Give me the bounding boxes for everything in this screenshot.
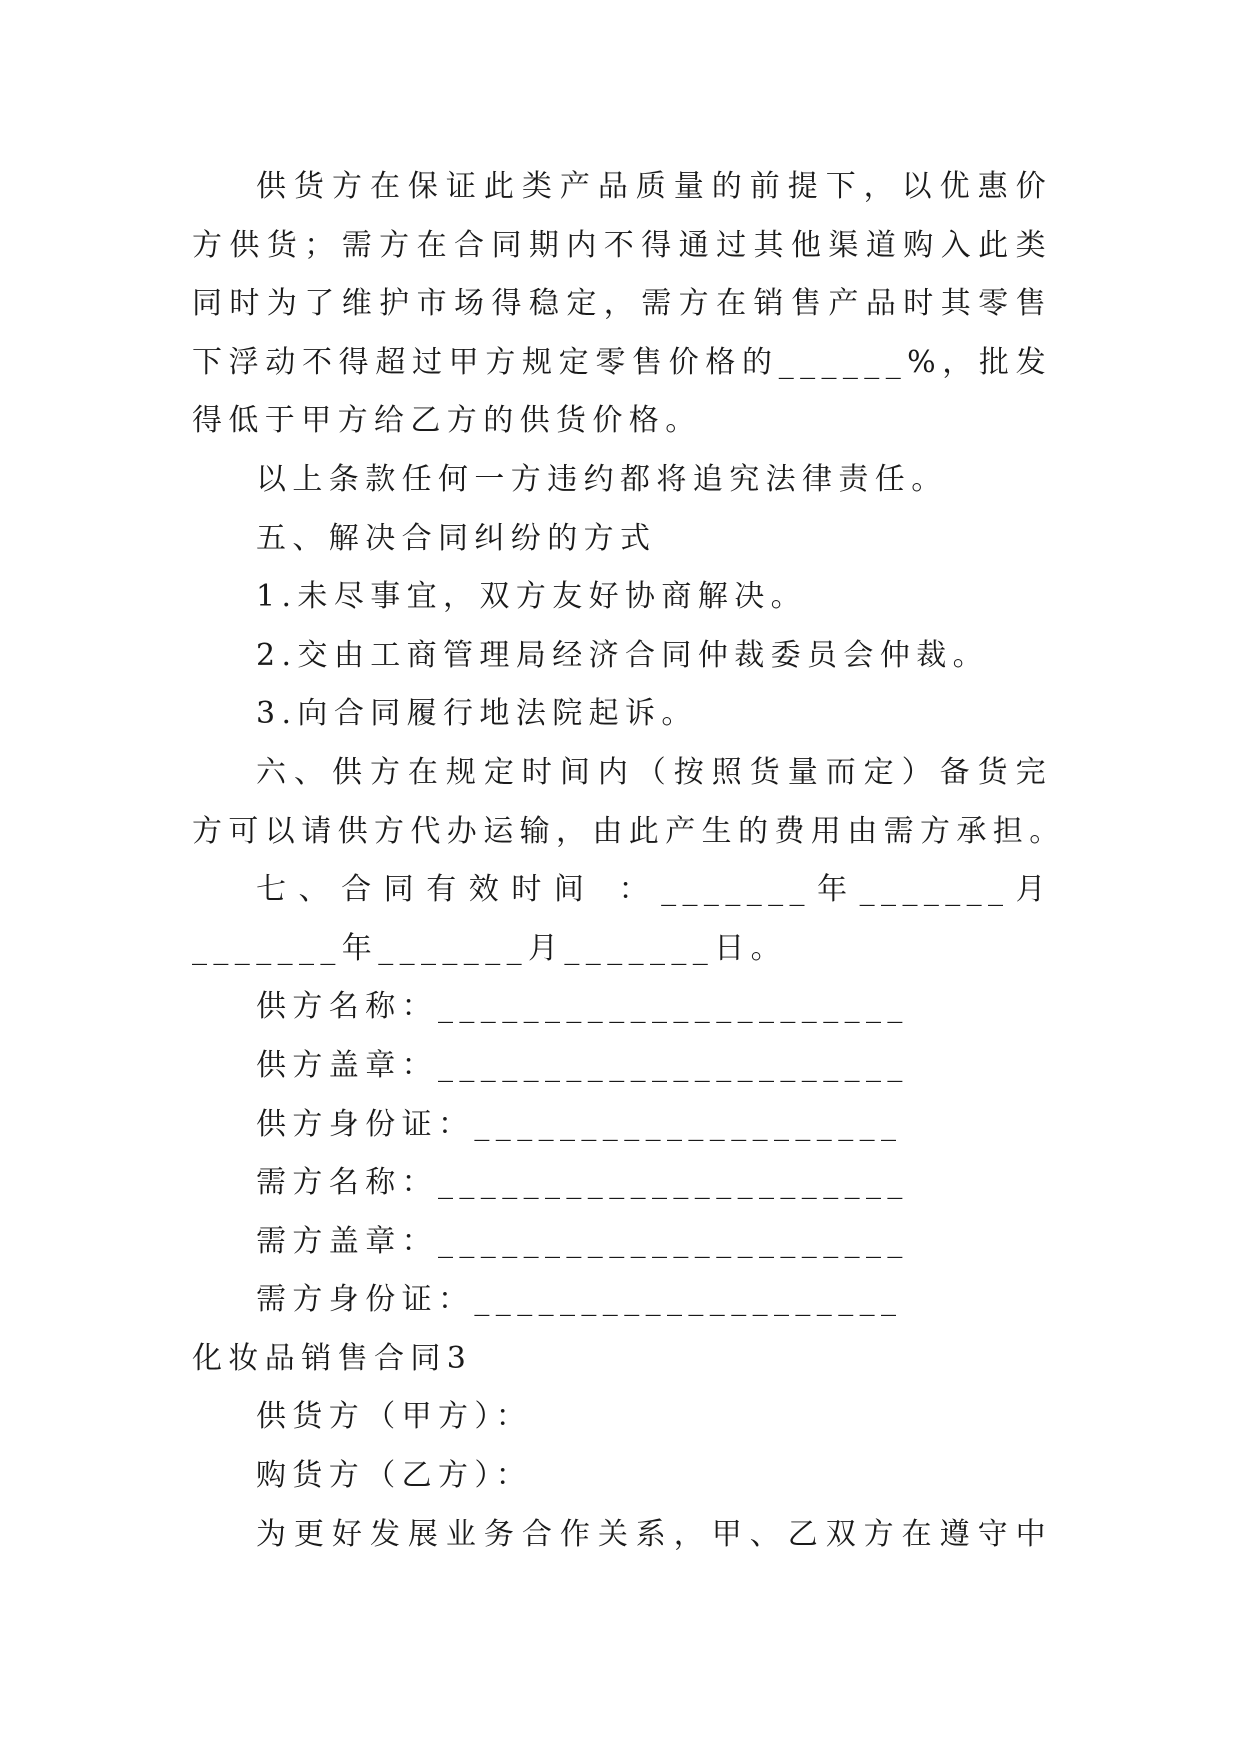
supplier-name-field: 供方名称：______________________ [256,989,909,1025]
party-b-field: 购货方（乙方）： [256,1458,533,1494]
party-a-field: 供货方（甲方）： [256,1399,533,1435]
liability-clause: 以上条款任何一方违约都将追究法律责任。 [256,461,948,497]
section-heading: 五、解决合同纠纷的方式 [256,520,657,556]
paragraph-line: 得低于甲方给乙方的供货价格。 [192,403,702,439]
buyer-seal-field: 需方盖章：______________________ [256,1223,909,1259]
paragraph-line: 供货方在保证此类产品质量的前提下，以优惠价 [256,169,1052,204]
paragraph-line: 六、供方在规定时间内（按照货量而定）备货完 [256,754,1052,790]
buyer-id-field: 需方身份证：____________________ [256,1282,903,1318]
paragraph-line: 为更好发展业务合作关系，甲、乙双方在遵守中 [256,1516,1052,1552]
paragraph-line: 方可以请供方代办运输，由此产生的费用由需方承担。 [192,813,1066,849]
paragraph-line: 同时为了维护市场得稳定，需方在销售产品时其零售 [192,286,1052,322]
paragraph-line: 下浮动不得超过甲方规定零售价格的______%，批发 [192,344,1052,380]
supplier-id-field: 供方身份证：____________________ [256,1106,903,1142]
supplier-seal-field: 供方盖章：______________________ [256,1047,909,1083]
list-item: 2.交由工商管理局经济合同仲裁委员会仲裁。 [256,637,990,673]
list-item: 1.未尽事宜，双方友好协商解决。 [256,579,808,615]
validity-period-line: 七、合同有效时间 ：_______年_______月 [256,872,1052,908]
paragraph-line: 方供货；需方在合同期内不得通过其他渠道购入此类 [192,227,1052,263]
buyer-name-field: 需方名称：______________________ [256,1165,909,1201]
document-page [192,158,1066,1564]
document-title: 化妆品销售合同3 [192,1340,473,1376]
list-item: 3.向合同履行地法院起诉。 [256,696,698,732]
validity-period-line: _______年_______月_______日。 [192,930,787,966]
